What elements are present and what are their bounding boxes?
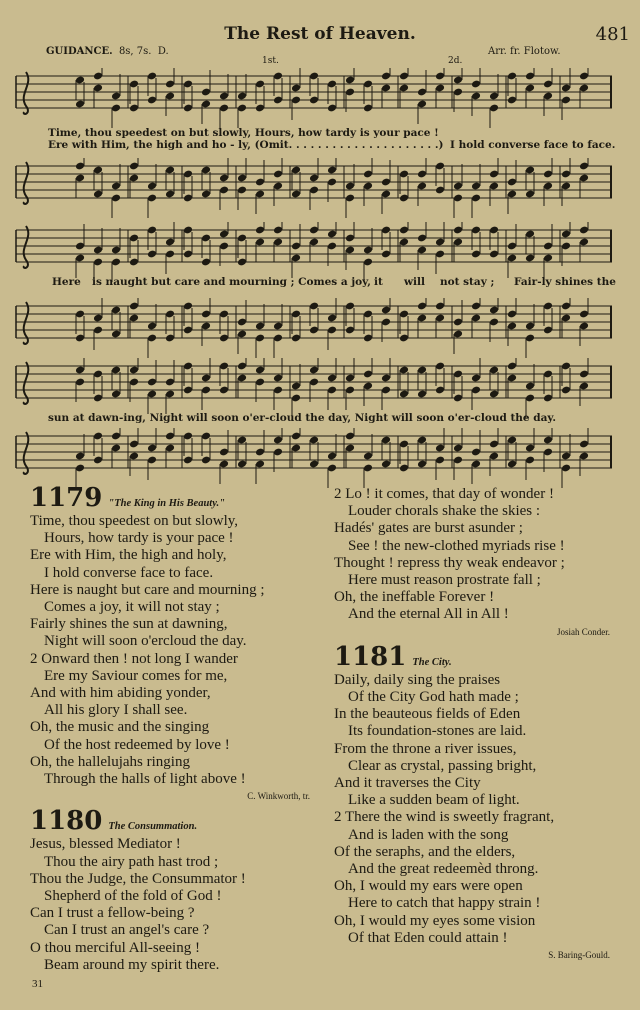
page-title: The Rest of Heaven.: [224, 24, 416, 44]
hymn-header: [30, 484, 320, 512]
tune-arranger: Arr. fr. Flotow.: [488, 46, 561, 57]
verse-line: Here to catch that happy strain !: [348, 895, 541, 912]
tune-key: D.: [157, 46, 169, 57]
verse-line: Jesus, blessed Mediator !: [30, 836, 181, 853]
verse-line: Of that Eden could attain !: [348, 929, 508, 946]
hymn-title: "The King in His Beauty.": [108, 497, 225, 509]
verse-line: Of the host redeemed by love !: [44, 736, 230, 753]
tune-meter: 8s, 7s.: [118, 46, 152, 57]
underlay-w5: Fair-ly shines the: [514, 276, 616, 288]
verse-line: Oh, I would my eyes some vision: [334, 912, 536, 929]
verse-line: Like a sudden beam of light.: [348, 792, 520, 809]
verse-line: Of the City God hath made ;: [348, 689, 519, 706]
verse-line: Clear as crystal, passing bright,: [348, 757, 537, 774]
verse-line: Ere my Saviour comes for me,: [44, 667, 228, 684]
verse-line: Can I trust a fellow-being ?: [30, 905, 195, 922]
verse-line: Through the halls of light above !: [44, 771, 246, 788]
verse-line: Here must reason prostrate fall ;: [348, 572, 541, 589]
verse-line: Oh, the hallelujahs ringing: [30, 753, 190, 770]
verse-line: 2 Onward then ! not long I wander: [30, 650, 238, 667]
verse-line: And it traverses the City: [334, 775, 481, 792]
verse-line: 2 Lo ! it comes, that day of wonder !: [334, 486, 554, 502]
verse-line: And the great redeemèd throng.: [348, 861, 539, 878]
hymn-header: [30, 807, 320, 835]
verse-line: 2 There the wind is sweetly fragrant,: [334, 809, 555, 826]
verse-line: And with him abiding yonder,: [30, 685, 211, 702]
underlay-line-3: sun at dawn-ing, Night will soon o'er-cloud the day, Night will soon o'er-cloud the day.: [48, 412, 556, 424]
staff-system-1-bass: [14, 158, 614, 218]
verse-line: And the eternal All in All !: [348, 606, 509, 623]
verse-line: In the beauteous fields of Eden: [334, 706, 521, 723]
verse-line: Thought ! repress thy weak endeavor ;: [334, 554, 565, 571]
verse-line: And is laden with the song: [348, 826, 509, 843]
hymn-author: Josiah Conder.: [557, 626, 610, 637]
hymn-number: 1181: [334, 641, 407, 672]
staff-system-3-treble: [14, 358, 614, 418]
hymn-title: The Consummation.: [108, 821, 198, 833]
hymn-number: 1180: [30, 806, 103, 837]
verse-line: O thou merciful All-seeing !: [30, 939, 200, 956]
hymn-title: The City.: [412, 656, 452, 668]
verse-line: Daily, daily sing the praises: [334, 671, 501, 688]
right-column: [334, 486, 616, 964]
hymn-author: C. Winkworth, tr.: [247, 791, 310, 802]
page-number: 481: [595, 24, 630, 45]
verse-line: I hold converse face to face.: [44, 564, 214, 581]
verse-line: Oh, the music and the singing: [30, 719, 210, 736]
verse-line: Ere with Him, the high and holy,: [30, 547, 227, 564]
verse-line: Night will soon o'ercloud the day.: [44, 633, 247, 650]
hymn-number: 1179: [30, 483, 103, 513]
verse-line: Shepherd of the fold of God !: [44, 888, 222, 905]
verse-line: Oh, I would my ears were open: [334, 878, 523, 895]
verse-line: Louder chorals shake the skies :: [348, 503, 541, 520]
verse-line: See ! the new-clothed myriads rise !: [348, 537, 565, 554]
verse-line: Thou the airy path hast trod ;: [44, 853, 219, 870]
verse-line: From the throne a river issues,: [334, 740, 517, 757]
underlay-line-1a: Time, thou speedest on but slowly, Hours, how tardy is your pace !: [48, 127, 439, 139]
verse-line: Can I trust an angel's care ?: [44, 922, 210, 939]
staff-system-3-bass: [14, 428, 614, 488]
left-column: [30, 482, 320, 993]
first-ending-mark: 1st.: [262, 56, 279, 66]
underlay-w3: will: [404, 276, 426, 288]
verse-line: Oh, the ineffable Forever !: [334, 589, 495, 606]
underlay-line-1b: Ere with Him, the high and ho - ly, (Omit. . . . . . . . . . . . . . . . . . . . .): [48, 139, 444, 151]
underlay-w1: is naught but care and mourning ; Comes a joy,: [92, 276, 371, 288]
verse-line: Beam around my spirit there.: [44, 956, 220, 973]
verse-line: Its foundation-stones are laid.: [348, 723, 527, 740]
staff-system-1-treble: [14, 68, 614, 128]
signature-mark: 31: [32, 978, 43, 991]
underlay-w2: it: [374, 276, 383, 288]
underlay-w4: not stay ;: [440, 276, 495, 288]
underlay-line-1c: I hold converse face to face.: [450, 139, 616, 151]
tune-info: [46, 46, 169, 57]
verse-line: Of the seraphs, and the elders,: [334, 843, 516, 860]
verse-line: Here is naught but care and mourning ;: [30, 581, 265, 598]
staff-system-2-bass: [14, 298, 614, 358]
verse-line: Hours, how tardy is your pace !: [44, 530, 234, 547]
tune-name: GUIDANCE.: [46, 46, 113, 57]
underlay-w0: Here: [52, 276, 81, 288]
second-ending-mark: 2d.: [448, 56, 463, 66]
verse-line: Time, thou speedest on but slowly,: [30, 513, 239, 529]
staff-system-2-treble: [14, 222, 614, 282]
verse-line: Thou the Judge, the Consummator !: [30, 870, 246, 887]
verse-line: Hadés' gates are burst asunder ;: [334, 520, 523, 537]
hymn-author: S. Baring-Gould.: [548, 950, 610, 961]
verse-line: Comes a joy, it will not stay ;: [44, 599, 220, 616]
hymn-header: [334, 643, 616, 671]
verse-line: Fairly shines the sun at dawning,: [30, 616, 228, 633]
verse-line: All his glory I shall see.: [44, 702, 188, 719]
